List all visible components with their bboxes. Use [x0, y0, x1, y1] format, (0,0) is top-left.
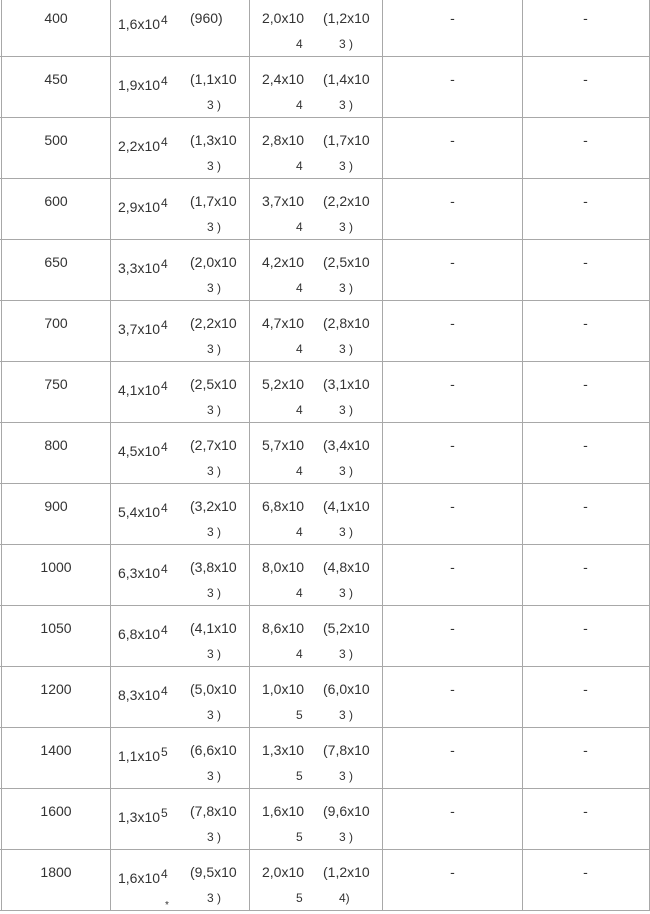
column-divider	[249, 301, 250, 362]
value-a-exponent: 4	[161, 623, 168, 637]
value-a-exponent: 5	[161, 806, 168, 820]
empty-cell-dash: -	[450, 254, 455, 270]
value-b-line-1: 2,0x10	[262, 10, 305, 26]
value-a-exponent: 4	[161, 13, 168, 27]
column-divider	[1, 545, 2, 606]
column-divider	[249, 57, 250, 118]
size-cell: 500	[44, 132, 68, 148]
empty-cell-dash: -	[450, 132, 455, 148]
value-a-mantissa: 5,4x10	[118, 504, 161, 520]
column-divider	[1, 240, 2, 301]
value-a-exponent: 4	[161, 562, 168, 576]
empty-cell-dash: -	[583, 10, 588, 26]
column-divider	[110, 850, 111, 911]
error-b-line-1: (4,8x10	[323, 559, 370, 575]
error-b-line-1: (9,6x10	[323, 803, 370, 819]
column-divider	[382, 57, 383, 118]
error-b-line-1: (1,2x10	[323, 10, 370, 26]
table-row	[0, 118, 650, 179]
error-a-line-2: 3 )	[207, 220, 222, 234]
error-a-line-1: (7,8x10	[190, 803, 237, 819]
column-divider	[522, 240, 523, 301]
column-divider	[249, 789, 250, 850]
size-cell: 900	[44, 498, 68, 514]
error-a-line-2: 3 )	[207, 525, 222, 539]
value-b-line-1: 3,7x10	[262, 193, 305, 209]
error-b-line-2: 3 )	[339, 403, 354, 417]
value-a-exponent: 4	[161, 318, 168, 332]
error-b-line-2: 3 )	[339, 708, 354, 722]
value-a-cell	[118, 135, 168, 155]
column-divider	[522, 0, 523, 57]
error-b-line-1: (1,4x10	[323, 71, 370, 87]
value-a-cell	[118, 440, 168, 460]
table-row	[0, 179, 650, 240]
column-divider	[249, 0, 250, 57]
error-b-line-2: 3 )	[339, 281, 354, 295]
error-a-line-2: 3 )	[207, 464, 222, 478]
column-divider	[249, 484, 250, 545]
value-a-cell	[118, 867, 168, 887]
value-a-cell	[118, 623, 168, 643]
error-a-line-1: (2,5x10	[190, 376, 237, 392]
empty-cell-dash: -	[450, 498, 455, 514]
error-a-line-1: (1,7x10	[190, 193, 237, 209]
error-b-line-1: (5,2x10	[323, 620, 370, 636]
table-row	[0, 423, 650, 484]
value-a-exponent: 5	[161, 745, 168, 759]
error-a-line-2: 3 )	[207, 769, 222, 783]
error-a-line-1: (4,1x10	[190, 620, 237, 636]
value-a-mantissa: 8,3x10	[118, 687, 161, 703]
value-b-line-1: 1,0x10	[262, 681, 305, 697]
column-divider	[522, 545, 523, 606]
error-a-line-1: (3,8x10	[190, 559, 237, 575]
error-a-line-2: 3 )	[207, 647, 222, 661]
column-divider	[110, 0, 111, 57]
value-a-cell	[118, 74, 168, 94]
value-a-exponent: 4	[161, 74, 168, 88]
column-divider	[1, 606, 2, 667]
empty-cell-dash: -	[583, 254, 588, 270]
column-divider	[382, 728, 383, 789]
error-b-line-2: 3 )	[339, 159, 354, 173]
column-divider	[1, 57, 2, 118]
value-a-mantissa: 3,7x10	[118, 321, 161, 337]
value-a-cell	[118, 13, 168, 33]
error-b-line-2: 3 )	[339, 464, 354, 478]
column-divider	[110, 301, 111, 362]
value-b-line-1: 4,7x10	[262, 315, 305, 331]
column-divider	[522, 789, 523, 850]
value-a-mantissa: 6,3x10	[118, 565, 161, 581]
value-a-cell	[118, 318, 168, 338]
size-cell: 400	[44, 10, 68, 26]
column-divider	[1, 728, 2, 789]
column-divider	[382, 0, 383, 57]
error-b-line-1: (6,0x10	[323, 681, 370, 697]
error-a-line-2: 3 )	[207, 708, 222, 722]
error-b-line-2: 3 )	[339, 647, 354, 661]
error-a-line-2: 3 )	[207, 281, 222, 295]
error-b-line-1: (4,1x10	[323, 498, 370, 514]
value-a-mantissa: 2,9x10	[118, 199, 161, 215]
empty-cell-dash: -	[450, 315, 455, 331]
value-a-exponent: 4	[161, 440, 168, 454]
table-row	[0, 301, 650, 362]
column-divider	[382, 362, 383, 423]
value-b-exponent: 4	[296, 586, 303, 600]
table-row	[0, 789, 650, 850]
value-a-exponent: 4	[161, 684, 168, 698]
empty-cell-dash: -	[450, 71, 455, 87]
value-b-exponent: 4	[296, 342, 303, 356]
column-divider	[1, 789, 2, 850]
error-a-line-2: 3 )	[207, 830, 222, 844]
column-divider	[1, 301, 2, 362]
table-row	[0, 362, 650, 423]
value-a-mantissa: 1,9x10	[118, 77, 161, 93]
column-divider	[110, 484, 111, 545]
empty-cell-dash: -	[583, 559, 588, 575]
error-b-line-1: (1,7x10	[323, 132, 370, 148]
empty-cell-dash: -	[583, 376, 588, 392]
error-a-line-2: 3 )	[207, 891, 222, 905]
column-divider	[249, 667, 250, 728]
value-a-exponent: 4	[161, 135, 168, 149]
empty-cell-dash: -	[583, 193, 588, 209]
value-b-exponent: 5	[296, 891, 303, 905]
table-row	[0, 850, 650, 911]
column-divider	[522, 484, 523, 545]
error-a-line-1: (2,7x10	[190, 437, 237, 453]
column-divider	[249, 728, 250, 789]
error-a-line-2: 3 )	[207, 586, 222, 600]
value-a-cell	[118, 196, 168, 216]
value-b-line-1: 6,8x10	[262, 498, 305, 514]
empty-cell-dash: -	[450, 742, 455, 758]
value-a-cell	[118, 379, 168, 399]
error-b-line-1: (2,5x10	[323, 254, 370, 270]
error-b-line-1: (7,8x10	[323, 742, 370, 758]
value-b-exponent: 4	[296, 647, 303, 661]
size-cell: 600	[44, 193, 68, 209]
error-b-line-2: 3 )	[339, 586, 354, 600]
error-a-line-2: 3 )	[207, 342, 222, 356]
column-divider	[110, 667, 111, 728]
error-b-line-1: (2,2x10	[323, 193, 370, 209]
error-a-line-1: (9,5x10	[190, 864, 237, 880]
value-a-exponent: 4	[161, 196, 168, 210]
column-divider	[522, 118, 523, 179]
table-row	[0, 545, 650, 606]
value-b-line-1: 1,3x10	[262, 742, 305, 758]
value-b-line-1: 8,6x10	[262, 620, 305, 636]
value-a-mantissa: 1,1x10	[118, 748, 161, 764]
empty-cell-dash: -	[583, 498, 588, 514]
column-divider	[522, 606, 523, 667]
empty-cell-dash: -	[450, 681, 455, 697]
column-divider	[249, 850, 250, 911]
footnote-marker: *	[165, 900, 169, 911]
column-divider	[1, 118, 2, 179]
column-divider	[110, 789, 111, 850]
empty-cell-dash: -	[450, 376, 455, 392]
value-b-exponent: 4	[296, 98, 303, 112]
empty-cell-dash: -	[450, 559, 455, 575]
error-b-line-1: (3,4x10	[323, 437, 370, 453]
value-b-exponent: 4	[296, 37, 303, 51]
error-a-line-2: 3 )	[207, 159, 222, 173]
value-b-exponent: 5	[296, 769, 303, 783]
column-divider	[382, 606, 383, 667]
size-cell: 1800	[40, 864, 72, 880]
value-a-exponent: 4	[161, 501, 168, 515]
empty-cell-dash: -	[450, 620, 455, 636]
value-a-cell	[118, 806, 168, 826]
empty-cell-dash: -	[583, 437, 588, 453]
value-b-line-1: 4,2x10	[262, 254, 305, 270]
value-b-exponent: 4	[296, 159, 303, 173]
column-divider	[110, 545, 111, 606]
value-b-exponent: 4	[296, 525, 303, 539]
column-divider	[1, 850, 2, 911]
column-divider	[249, 545, 250, 606]
empty-cell-dash: -	[583, 742, 588, 758]
value-b-exponent: 4	[296, 403, 303, 417]
column-divider	[110, 728, 111, 789]
error-a-line-1: (1,3x10	[190, 132, 237, 148]
table-row	[0, 240, 650, 301]
column-divider	[110, 240, 111, 301]
empty-cell-dash: -	[583, 315, 588, 331]
column-divider	[382, 484, 383, 545]
error-a-line-2: 3 )	[207, 98, 222, 112]
column-divider	[522, 179, 523, 240]
table-row	[0, 728, 650, 789]
table-row	[0, 484, 650, 545]
table-row	[0, 606, 650, 667]
value-a-mantissa: 3,3x10	[118, 260, 161, 276]
error-b-line-2: 3 )	[339, 342, 354, 356]
error-a-line-1: (3,2x10	[190, 498, 237, 514]
column-divider	[382, 423, 383, 484]
column-divider	[522, 301, 523, 362]
value-b-exponent: 4	[296, 464, 303, 478]
empty-cell-dash: -	[450, 193, 455, 209]
empty-cell-dash: -	[450, 864, 455, 880]
value-a-exponent: 4	[161, 257, 168, 271]
size-cell: 750	[44, 376, 68, 392]
size-cell: 1600	[40, 803, 72, 819]
error-b-line-2: 4)	[339, 891, 350, 905]
empty-cell-dash: -	[450, 803, 455, 819]
error-b-line-1: (2,8x10	[323, 315, 370, 331]
value-b-line-1: 5,2x10	[262, 376, 305, 392]
error-a-line-1: (960)	[190, 10, 223, 26]
error-a-line-1: (2,0x10	[190, 254, 237, 270]
column-divider	[522, 57, 523, 118]
table-row	[0, 0, 650, 57]
column-divider	[110, 423, 111, 484]
empty-cell-dash: -	[583, 620, 588, 636]
column-divider	[249, 362, 250, 423]
column-divider	[382, 301, 383, 362]
size-cell: 800	[44, 437, 68, 453]
value-b-line-1: 8,0x10	[262, 559, 305, 575]
empty-cell-dash: -	[583, 71, 588, 87]
column-divider	[1, 423, 2, 484]
empty-cell-dash: -	[450, 437, 455, 453]
size-cell: 1000	[40, 559, 72, 575]
value-a-exponent: 4	[161, 379, 168, 393]
column-divider	[249, 118, 250, 179]
table-row	[0, 57, 650, 118]
column-divider	[249, 179, 250, 240]
value-a-mantissa: 4,1x10	[118, 382, 161, 398]
size-cell: 650	[44, 254, 68, 270]
column-divider	[1, 484, 2, 545]
error-b-line-2: 3 )	[339, 37, 354, 51]
error-a-line-2: 3 )	[207, 403, 222, 417]
empty-cell-dash: -	[450, 10, 455, 26]
value-b-exponent: 5	[296, 830, 303, 844]
value-b-exponent: 4	[296, 220, 303, 234]
column-divider	[249, 423, 250, 484]
column-divider	[110, 606, 111, 667]
column-divider	[382, 789, 383, 850]
error-b-line-2: 3 )	[339, 769, 354, 783]
size-cell: 1050	[40, 620, 72, 636]
column-divider	[1, 667, 2, 728]
value-a-exponent: 4	[161, 867, 168, 881]
size-cell: 1200	[40, 681, 72, 697]
error-b-line-2: 3 )	[339, 830, 354, 844]
column-divider	[522, 850, 523, 911]
column-divider	[110, 57, 111, 118]
column-divider	[382, 850, 383, 911]
column-divider	[522, 728, 523, 789]
value-b-line-1: 5,7x10	[262, 437, 305, 453]
column-divider	[382, 545, 383, 606]
value-a-cell	[118, 684, 168, 704]
column-divider	[1, 362, 2, 423]
empty-cell-dash: -	[583, 803, 588, 819]
column-divider	[522, 667, 523, 728]
error-a-line-1: (6,6x10	[190, 742, 237, 758]
column-divider	[110, 118, 111, 179]
column-divider	[382, 240, 383, 301]
value-a-mantissa: 1,6x10	[118, 16, 161, 32]
value-b-line-1: 1,6x10	[262, 803, 305, 819]
empty-cell-dash: -	[583, 681, 588, 697]
value-a-mantissa: 6,8x10	[118, 626, 161, 642]
error-a-line-1: (5,0x10	[190, 681, 237, 697]
column-divider	[382, 179, 383, 240]
value-a-mantissa: 1,6x10	[118, 870, 161, 886]
column-divider	[110, 179, 111, 240]
value-b-line-1: 2,0x10	[262, 864, 305, 880]
value-b-exponent: 5	[296, 708, 303, 722]
column-divider	[382, 667, 383, 728]
value-b-line-1: 2,4x10	[262, 71, 305, 87]
column-divider	[522, 423, 523, 484]
value-a-cell	[118, 745, 168, 765]
value-a-mantissa: 4,5x10	[118, 443, 161, 459]
value-a-cell	[118, 257, 168, 277]
column-divider	[1, 179, 2, 240]
size-cell: 450	[44, 71, 68, 87]
empty-cell-dash: -	[583, 864, 588, 880]
column-divider	[110, 362, 111, 423]
error-b-line-2: 3 )	[339, 98, 354, 112]
error-b-line-2: 3 )	[339, 220, 354, 234]
column-divider	[1, 0, 2, 57]
error-b-line-1: (1,2x10	[323, 864, 370, 880]
column-divider	[249, 240, 250, 301]
error-b-line-2: 3 )	[339, 525, 354, 539]
table-row	[0, 667, 650, 728]
column-divider	[522, 362, 523, 423]
value-a-cell	[118, 501, 168, 521]
column-divider	[382, 118, 383, 179]
value-b-exponent: 4	[296, 281, 303, 295]
error-a-line-1: (2,2x10	[190, 315, 237, 331]
size-cell: 700	[44, 315, 68, 331]
value-b-line-1: 2,8x10	[262, 132, 305, 148]
error-b-line-1: (3,1x10	[323, 376, 370, 392]
error-a-line-1: (1,1x10	[190, 71, 237, 87]
size-cell: 1400	[40, 742, 72, 758]
column-divider	[249, 606, 250, 667]
value-a-cell	[118, 562, 168, 582]
value-a-mantissa: 2,2x10	[118, 138, 161, 154]
empty-cell-dash: -	[583, 132, 588, 148]
value-a-mantissa: 1,3x10	[118, 809, 161, 825]
